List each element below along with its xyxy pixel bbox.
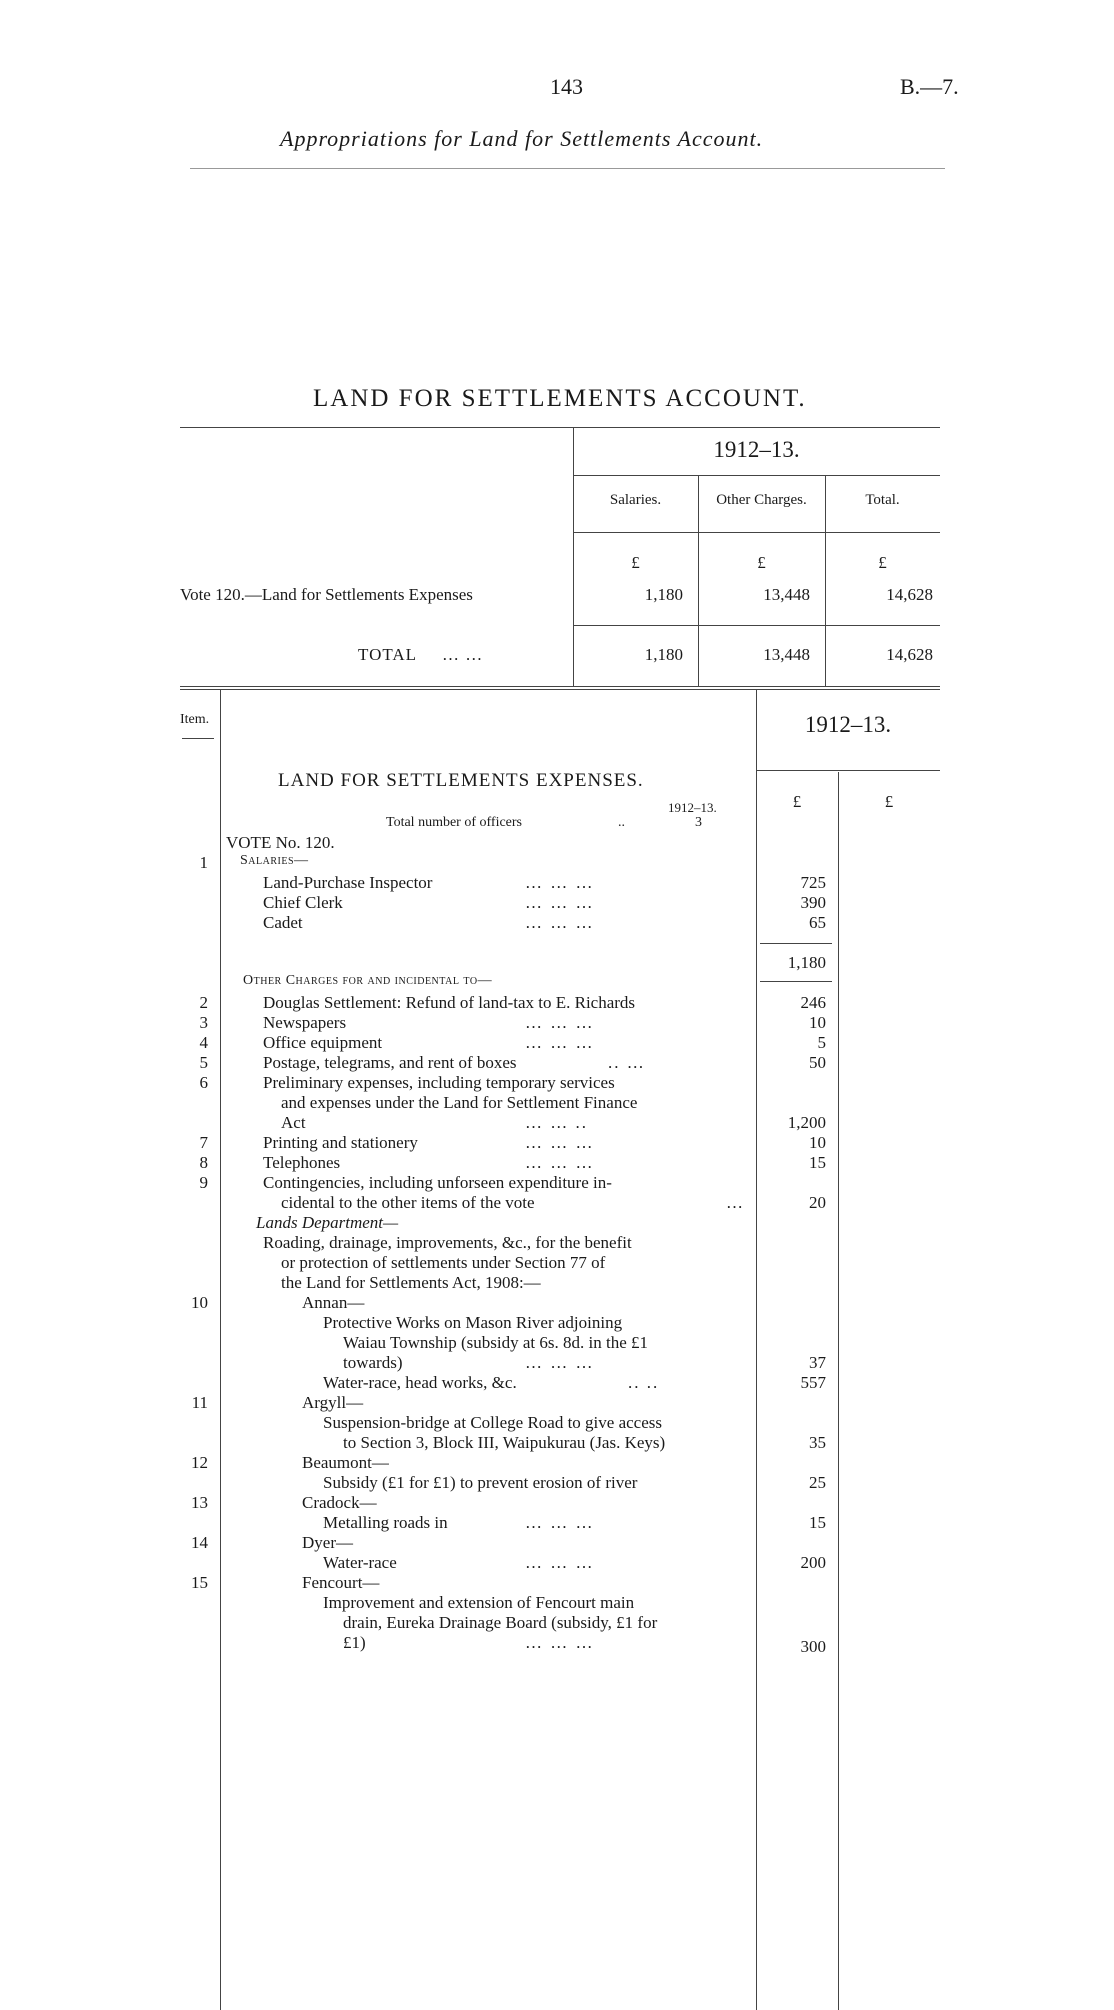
item-dots: .. … [608,1053,646,1072]
item-amount: 20 [809,1193,826,1212]
item-dots: … … … [525,1513,595,1532]
total-label: TOTAL [358,645,418,664]
expenses-heading: LAND FOR SETTLEMENTS EXPENSES. [278,770,644,791]
other-currency: £ [757,553,766,572]
salary-dots: … … … [525,913,595,932]
item-header-rule [182,738,214,739]
salary-label: Land-Purchase Inspector [263,873,433,892]
vote-number: VOTE No. 120. [226,833,335,852]
salaries-heading: Salaries— [240,853,309,868]
item-number: 10 [191,1293,208,1312]
item-amount: 300 [800,1637,826,1656]
item-amount: 5 [817,1033,826,1052]
item-number-1: 1 [199,853,208,872]
item-label: Subsidy (£1 for £1) to prevent erosion of river [323,1473,638,1492]
item-label: Suspension-bridge at College Road to give access [323,1413,662,1432]
item-label: Protective Works on Mason River adjoining [323,1313,623,1332]
item-amount: 557 [800,1373,826,1392]
salary-amount: 725 [800,873,826,892]
item-number: 3 [199,1013,208,1032]
salary-label: Chief Clerk [263,893,343,912]
vote-120-other: 13,448 [763,585,810,604]
place-heading: Beaumont— [302,1453,389,1472]
document-reference: B.—7. [900,74,959,99]
total-currency: £ [878,553,887,572]
item-number: 11 [191,1393,208,1412]
item-label: Postage, telegrams, and rent of boxes [263,1053,517,1072]
place-heading: Argyll— [302,1393,364,1412]
item-label-cont: £1) [343,1633,366,1652]
item-amount: 10 [809,1133,826,1152]
place-heading: Cradock— [302,1493,377,1512]
item-number: 8 [199,1153,208,1172]
amount-sub-divider [838,772,839,2010]
total-other: 13,448 [763,645,810,664]
item-amount: 50 [809,1053,826,1072]
item-number: 9 [199,1173,208,1192]
item-amount: 15 [809,1153,826,1172]
summary-year: 1912–13. [713,437,800,462]
item-dots: … … .. [525,1113,588,1132]
item-column-divider [220,690,221,2010]
item-dots: … … … [525,1353,595,1372]
item-dots: … [726,1193,745,1212]
item-number: 14 [191,1533,208,1552]
item-dots: .. .. [628,1373,660,1392]
salary-dots: … … … [525,893,595,912]
summary-title: LAND FOR SETTLEMENTS ACCOUNT. [313,385,807,412]
item-amount: 246 [800,993,826,1012]
page-subtitle: Appropriations for Land for Settlements Account. [280,126,764,151]
item-label: Metalling roads in [323,1513,448,1532]
item-label: Telephones [263,1153,341,1172]
summary-top-rule [180,427,940,428]
amount-column-divider [756,690,757,2010]
salaries-total: 1,180 [787,953,826,972]
item-header: Item. [180,712,210,727]
item-dots: … … … [525,1553,595,1572]
detail-currency-1: £ [792,792,802,811]
salaries-total-rule [760,981,832,982]
roading-text-cont: the Land for Settlements Act, 1908:— [281,1273,541,1292]
header-rule [190,168,945,169]
lands-department-heading: Lands Department— [256,1213,399,1232]
item-label: Douglas Settlement: Refund of land-tax to E. Richards [263,993,636,1012]
item-number: 5 [199,1053,208,1072]
item-number: 6 [199,1073,208,1092]
item-number: 2 [199,993,208,1012]
item-label-cont: cidental to the other items of the vote [281,1193,535,1212]
total-dots: … … [442,645,484,664]
item-number: 13 [191,1493,208,1512]
total-salaries: 1,180 [644,645,683,664]
roading-text: Roading, drainage, improvements, &c., for the benefit [263,1233,632,1252]
item-amount: 25 [809,1473,826,1492]
item-number: 15 [191,1573,208,1592]
officers-count: 3 [695,815,702,830]
item-label: Preliminary expenses, including temporary services [263,1073,615,1092]
item-amount: 35 [809,1433,826,1452]
item-label: Water-race [323,1553,397,1572]
item-label: Water-race, head works, &c. [323,1373,517,1392]
item-dots: … … … [525,1033,595,1052]
officers-dots: .. [618,815,625,830]
detail-year-rule [756,770,940,771]
salary-amount: 390 [800,893,826,912]
item-amount: 37 [809,1353,826,1372]
item-label: Office equipment [263,1033,383,1052]
page-number: 143 [550,74,583,99]
item-number: 7 [199,1133,208,1152]
item-number: 12 [191,1453,208,1472]
officers-year: 1912–13. [668,800,717,815]
item-dots: … … … [525,1133,595,1152]
item-label-cont: towards) [343,1353,403,1372]
summary-header-rule [573,532,940,533]
item-amount: 200 [800,1553,826,1572]
item-label-cont: Waiau Township (subsidy at 6s. 8d. in the £1 [343,1333,648,1352]
item-label-cont: Act [281,1113,306,1132]
summary-bottom-rule [180,686,940,687]
salaries-currency: £ [631,553,640,572]
place-heading: Dyer— [302,1533,353,1552]
summary-bottom-rule-2 [180,689,940,690]
salaries-sum-rule [760,943,832,944]
item-label: Printing and stationery [263,1133,418,1152]
item-label: Contingencies, including unforseen expenditure in- [263,1173,612,1192]
col-total-header: Total. [865,492,900,508]
place-heading: Fencourt— [302,1573,380,1592]
salary-amount: 65 [809,913,826,932]
item-dots: … … … [525,1633,595,1652]
item-number: 4 [199,1033,208,1052]
officers-label: Total number of officers [386,815,522,830]
other-charges-heading: Other Charges for and incidental to— [243,973,493,988]
item-label-cont: and expenses under the Land for Settlement Finance [281,1093,638,1112]
col-other-charges-header: Other Charges. [716,492,807,508]
item-dots: … … … [525,1153,595,1172]
summary-total-rule [573,625,940,626]
item-amount: 10 [809,1013,826,1032]
item-label: Newspapers [263,1013,347,1032]
salary-label: Cadet [263,913,303,932]
item-amount: 1,200 [787,1113,826,1132]
salary-dots: … … … [525,873,595,892]
place-heading: Annan— [302,1293,365,1312]
vote-120-salaries: 1,180 [644,585,683,604]
vote-120-label: Vote 120.—Land for Settlements Expenses [180,585,473,604]
item-dots: … … … [525,1013,595,1032]
detail-year: 1912–13. [804,712,892,737]
col-salaries-header: Salaries. [609,492,662,508]
vote-120-total: 14,628 [886,585,933,604]
detail-currency-2: £ [884,792,894,811]
summary-year-rule [573,475,940,476]
item-label-cont: to Section 3, Block III, Waipukurau (Jas. Keys) [343,1433,666,1452]
total-total: 14,628 [886,645,933,664]
item-label-cont: drain, Eureka Drainage Board (subsidy, £1 for [343,1613,658,1632]
item-amount: 15 [809,1513,826,1532]
item-label: Improvement and extension of Fencourt main [323,1593,635,1612]
roading-text-cont: or protection of settlements under Section 77 of [281,1253,606,1272]
